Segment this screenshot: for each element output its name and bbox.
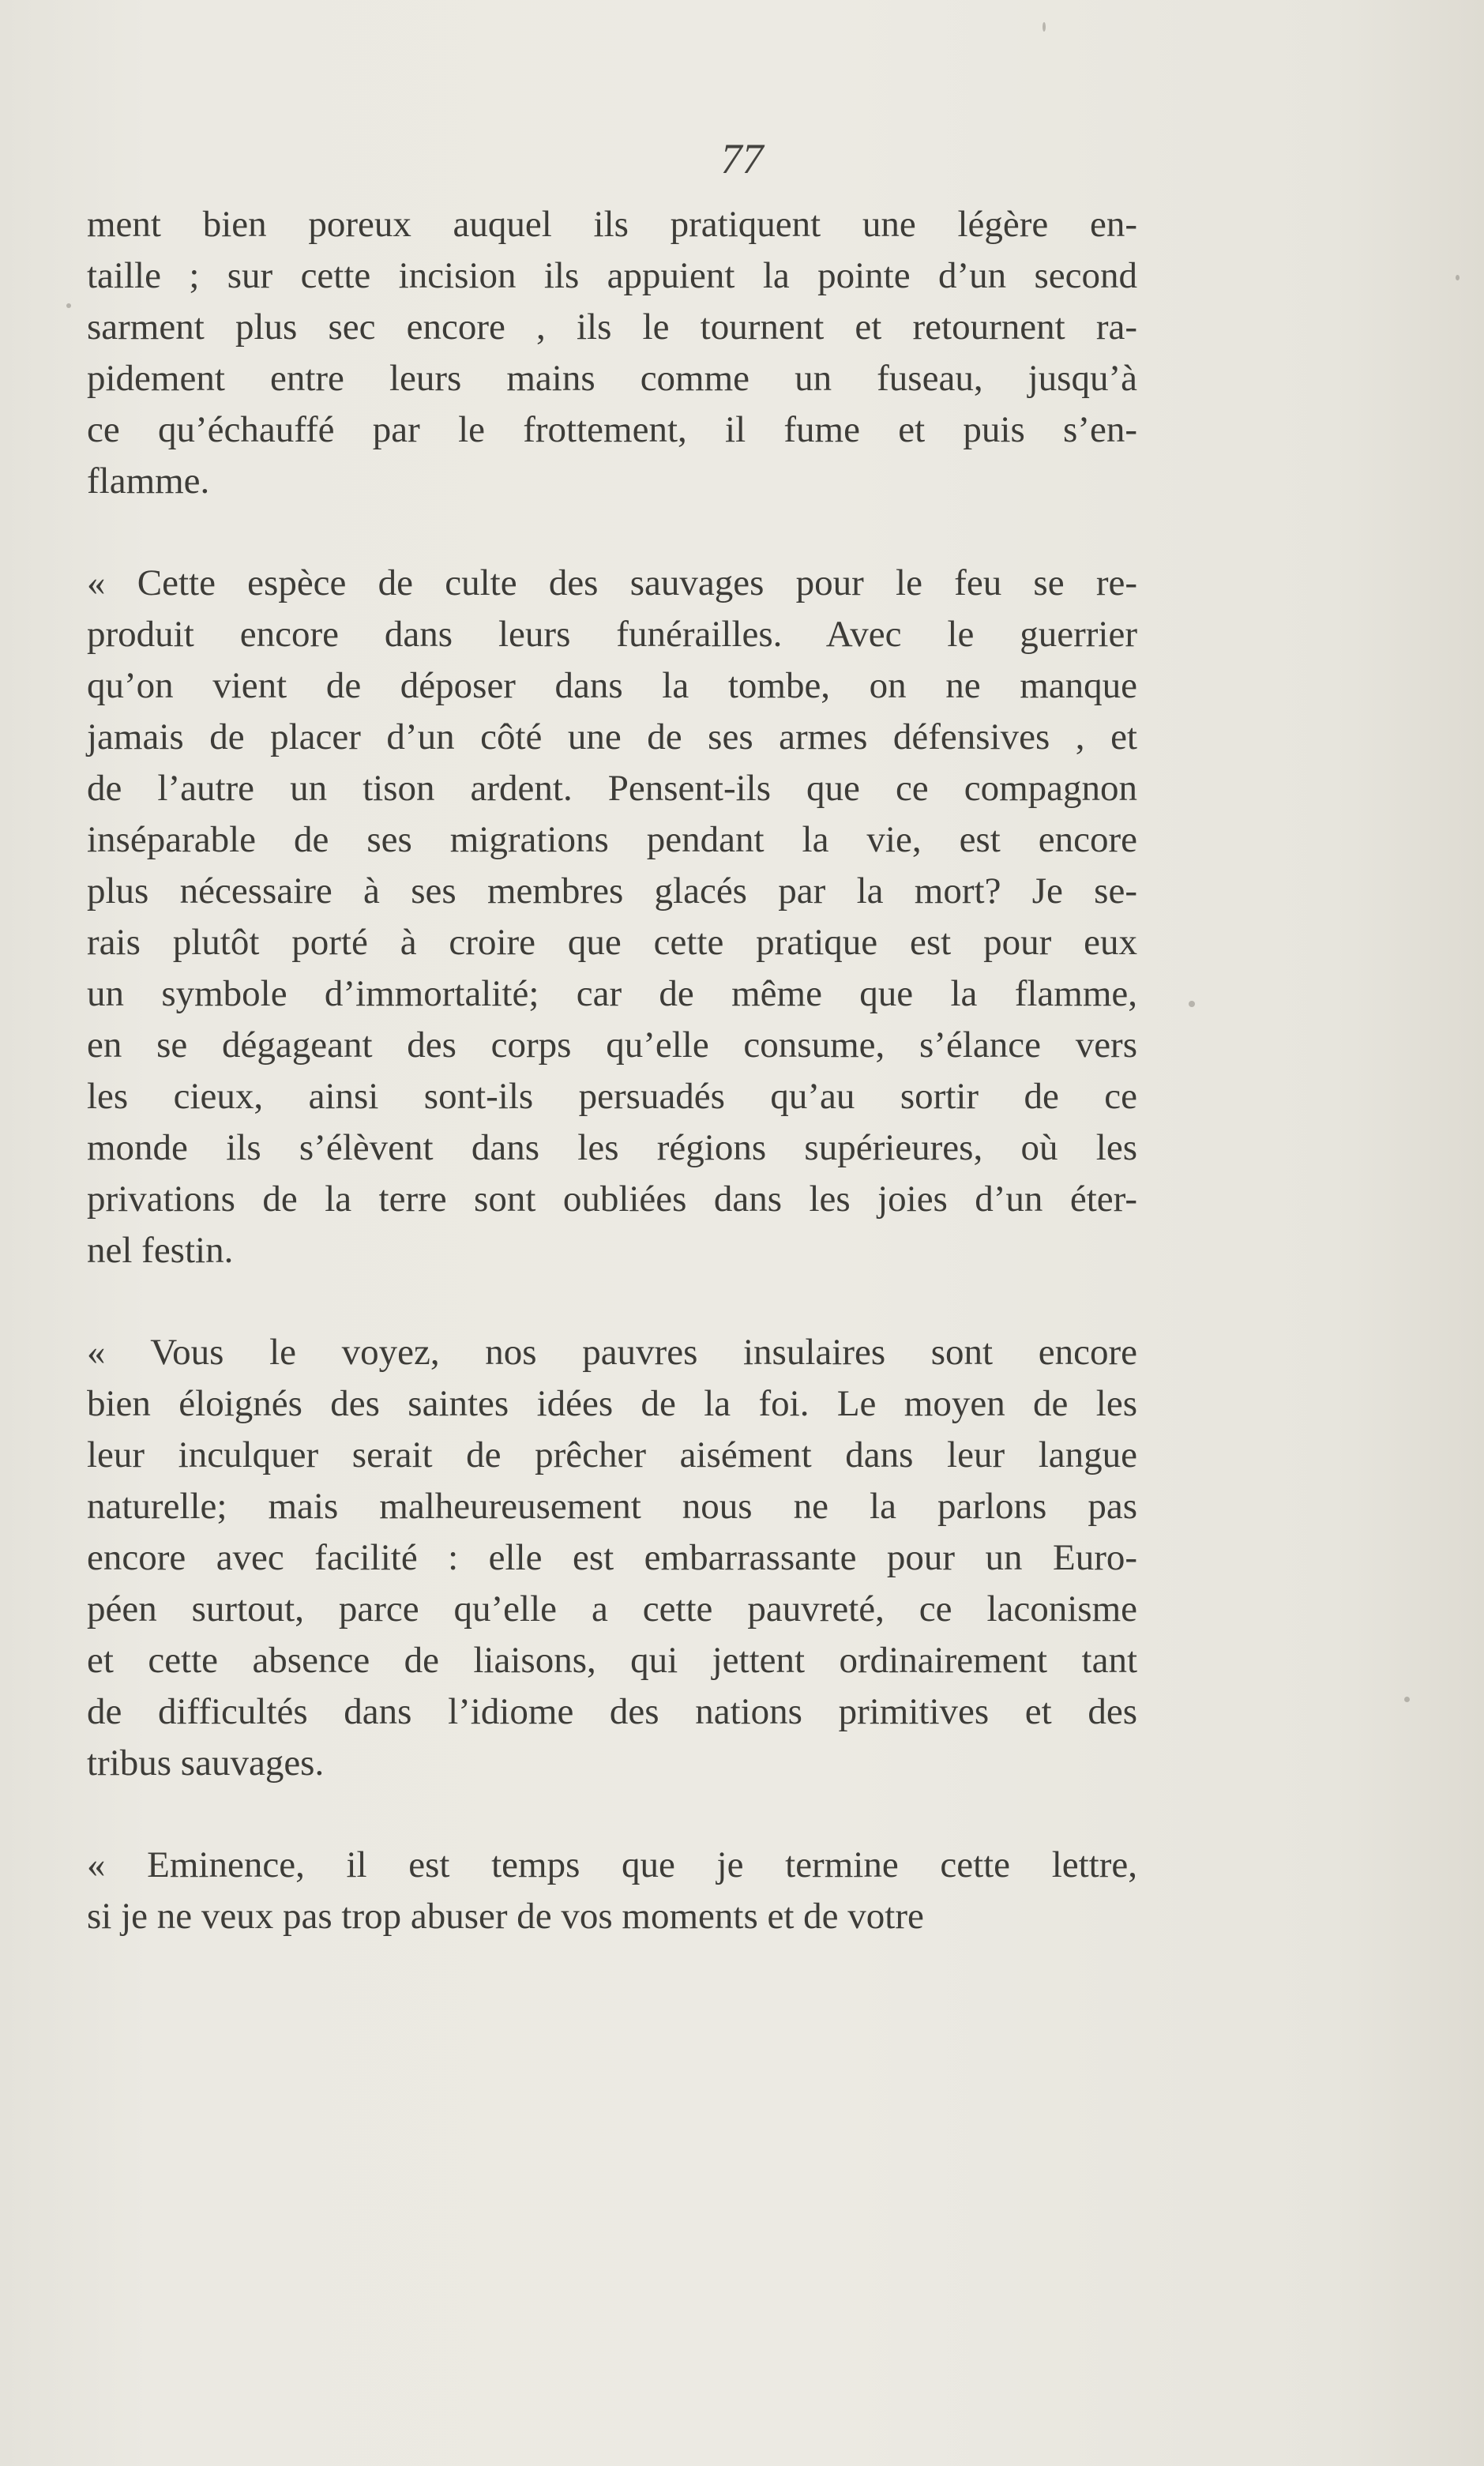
paper-speck <box>1043 22 1046 32</box>
text-line: ce qu’échauffé par le frottement, il fume et puis s’en- <box>87 409 1137 450</box>
text-line: et cette absence de liaisons, qui jettent ordinairement tant <box>87 1640 1137 1681</box>
paper-speck <box>1404 1697 1410 1702</box>
text-line: pidement entre leurs mains comme un fuseau, jusqu’à <box>87 358 1137 399</box>
text-line: « Vous le voyez, nos pauvres insulaires sont encore <box>87 1332 1137 1373</box>
text-line: flamme. <box>87 460 210 502</box>
paper-speck <box>66 303 71 308</box>
text-line: jamais de placer d’un côté une de ses armes défensives , et <box>87 716 1137 757</box>
text-line: en se dégageant des corps qu’elle consume, s’élance vers <box>87 1024 1137 1066</box>
text-line: plus nécessaire à ses membres glacés par la mort? Je se- <box>87 870 1137 912</box>
text-line: inséparable de ses migrations pendant la vie, est encore <box>87 819 1137 860</box>
paragraph <box>87 558 1137 1276</box>
paragraph <box>87 1327 1137 1789</box>
text-line: rais plutôt porté à croire que cette pratique est pour eux <box>87 922 1137 963</box>
text-line: péen surtout, parce qu’elle a cette pauvreté, ce laconisme <box>87 1588 1137 1630</box>
body-text <box>87 199 1137 1993</box>
text-line: si je ne veux pas trop abuser de vos moments et de votre <box>87 1896 924 1937</box>
text-line: encore avec facilité : elle est embarrassante pour un Euro- <box>87 1537 1137 1578</box>
text-line: privations de la terre sont oubliées dans les joies d’un éter- <box>87 1178 1137 1220</box>
text-line: « Cette espèce de culte des sauvages pour le feu se re- <box>87 562 1137 603</box>
page-number: 77 <box>720 135 764 182</box>
paper-speck <box>1456 275 1460 280</box>
text-line: de l’autre un tison ardent. Pensent-ils que ce compagnon <box>87 768 1137 809</box>
text-line: de difficultés dans l’idiome des nations primitives et des <box>87 1691 1137 1732</box>
text-line: produit encore dans leurs funérailles. Avec le guerrier <box>87 614 1137 655</box>
text-line: taille ; sur cette incision ils appuient la pointe d’un second <box>87 255 1137 296</box>
paragraph <box>87 1840 1137 1942</box>
text-line: un symbole d’immortalité; car de même que la flamme, <box>87 973 1137 1014</box>
text-line: naturelle; mais malheureusement nous ne la parlons pas <box>87 1486 1137 1527</box>
text-line: bien éloignés des saintes idées de la foi. Le moyen de les <box>87 1383 1137 1424</box>
text-line: tribus sauvages. <box>87 1742 325 1784</box>
text-line: ment bien poreux auquel ils pratiquent une légère en- <box>87 204 1137 245</box>
text-line: monde ils s’élèvent dans les régions supérieures, où les <box>87 1127 1137 1168</box>
paper-speck <box>1189 1001 1195 1007</box>
text-line: « Eminence, il est temps que je termine cette lettre, <box>87 1844 1137 1885</box>
text-line: qu’on vient de déposer dans la tombe, on ne manque <box>87 665 1137 706</box>
text-line: sarment plus sec encore , ils le tournent et retournent ra- <box>87 306 1137 348</box>
text-line: les cieux, ainsi sont-ils persuadés qu’au sortir de ce <box>87 1076 1137 1117</box>
text-line: leur inculquer serait de prêcher aisément dans leur langue <box>87 1434 1137 1475</box>
text-line: nel festin. <box>87 1230 234 1271</box>
paragraph <box>87 199 1137 507</box>
